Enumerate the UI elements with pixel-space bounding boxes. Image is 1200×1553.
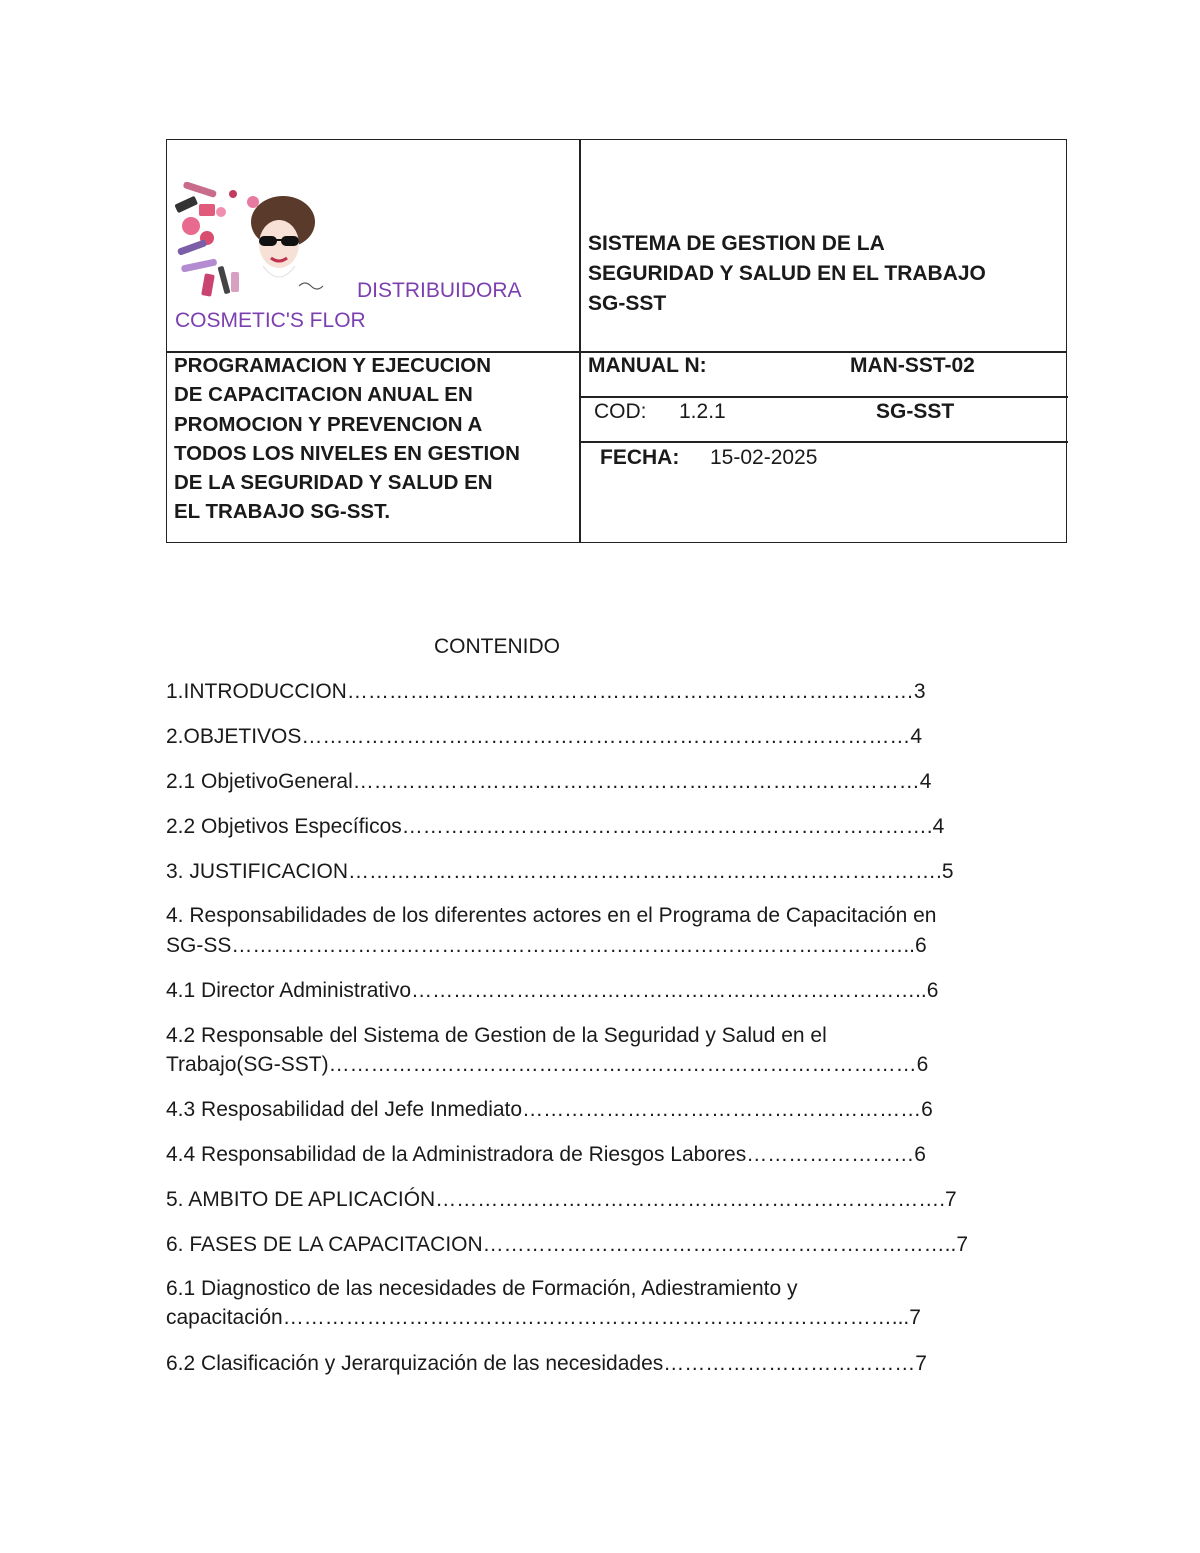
program-title-line: DE CAPACITACION ANUAL EN xyxy=(174,383,473,407)
fecha-label: FECHA: xyxy=(600,446,680,469)
table-divider-vertical xyxy=(579,140,581,542)
toc-entry: 4.4 Responsabilidad de la Administradora de Riesgos Labores……………………6 xyxy=(166,1143,926,1166)
toc-entry: 4.2 Responsable del Sistema de Gestion de la Seguridad y Salud en el xyxy=(166,1024,827,1047)
toc-entry: capacitación……………………………………………………………………………...7 xyxy=(166,1306,921,1329)
fecha-value: 15-02-2025 xyxy=(710,446,818,469)
toc-entry: 4. Responsabilidades de los diferentes actores en el Programa de Capacitación en xyxy=(166,904,937,927)
toc-entry: 4.1 Director Administrativo………………………………………………………………..6 xyxy=(166,979,939,1002)
toc-entry: 3. JUSTIFICACION………………………………………………………………………….5 xyxy=(166,860,954,883)
program-title-line: EL TRABAJO SG-SST. xyxy=(174,500,391,524)
system-title-line: SISTEMA DE GESTION DE LA xyxy=(588,232,885,255)
logo-cell xyxy=(167,140,579,351)
toc-entry: 5. AMBITO DE APLICACIÓN……………………………………………………………….7 xyxy=(166,1188,957,1211)
toc-entry: SG-SS……………………………………………………………………………………..6 xyxy=(166,934,927,957)
toc-entry: 6.1 Diagnostico de las necesidades de Formación, Adiestramiento y xyxy=(166,1277,798,1300)
company-name-line2: COSMETIC'S FLOR xyxy=(175,309,366,332)
program-title-line: PROMOCION Y PREVENCION A xyxy=(174,412,483,436)
cod-system: SG-SST xyxy=(876,400,955,423)
header-table xyxy=(166,139,1067,543)
toc-entry: 4.3 Resposabilidad del Jefe Inmediato…………………………………………………6 xyxy=(166,1098,933,1121)
system-title-line: SG-SST xyxy=(588,292,667,315)
program-title-line: PROGRAMACION Y EJECUCION xyxy=(174,354,492,377)
cod-label: COD: xyxy=(594,400,647,423)
toc-entry: Trabajo(SG-SST)…………………………………………………………………………6 xyxy=(166,1053,929,1076)
manual-value: MAN-SST-02 xyxy=(850,354,975,377)
system-title-line: SEGURIDAD Y SALUD EN EL TRABAJO xyxy=(588,262,986,285)
toc-entry: 2.1 ObjetivoGeneral………………………………………………………………………4 xyxy=(166,770,932,793)
program-title xyxy=(174,351,576,527)
program-title-line: TODOS LOS NIVELES EN GESTION xyxy=(174,441,520,465)
cod-value: 1.2.1 xyxy=(679,400,726,423)
table-divider-cod xyxy=(579,441,1068,443)
program-title-line: DE LA SEGURIDAD Y SALUD EN xyxy=(174,471,493,495)
toc-entry: 2.OBJETIVOS……………………………………………………………………………4 xyxy=(166,725,923,748)
toc-entry: 6. FASES DE LA CAPACITACION…………………………………………………………..7 xyxy=(166,1233,968,1256)
toc-entry: 2.2 Objetivos Específicos………………………………………………………………….4 xyxy=(166,815,945,838)
cosmetics-fashion-logo-icon xyxy=(173,182,325,300)
company-name-line1: DISTRIBUIDORA xyxy=(357,279,522,302)
table-divider-manual xyxy=(579,396,1068,398)
toc-entry: 1.INTRODUCCION………………………………………………………………………3 xyxy=(166,680,926,703)
manual-label: MANUAL N: xyxy=(588,354,707,377)
toc-heading: CONTENIDO xyxy=(434,635,560,658)
system-title xyxy=(588,229,1058,319)
toc-entry: 6.2 Clasificación y Jerarquización de las necesidades………………………………7 xyxy=(166,1352,927,1375)
